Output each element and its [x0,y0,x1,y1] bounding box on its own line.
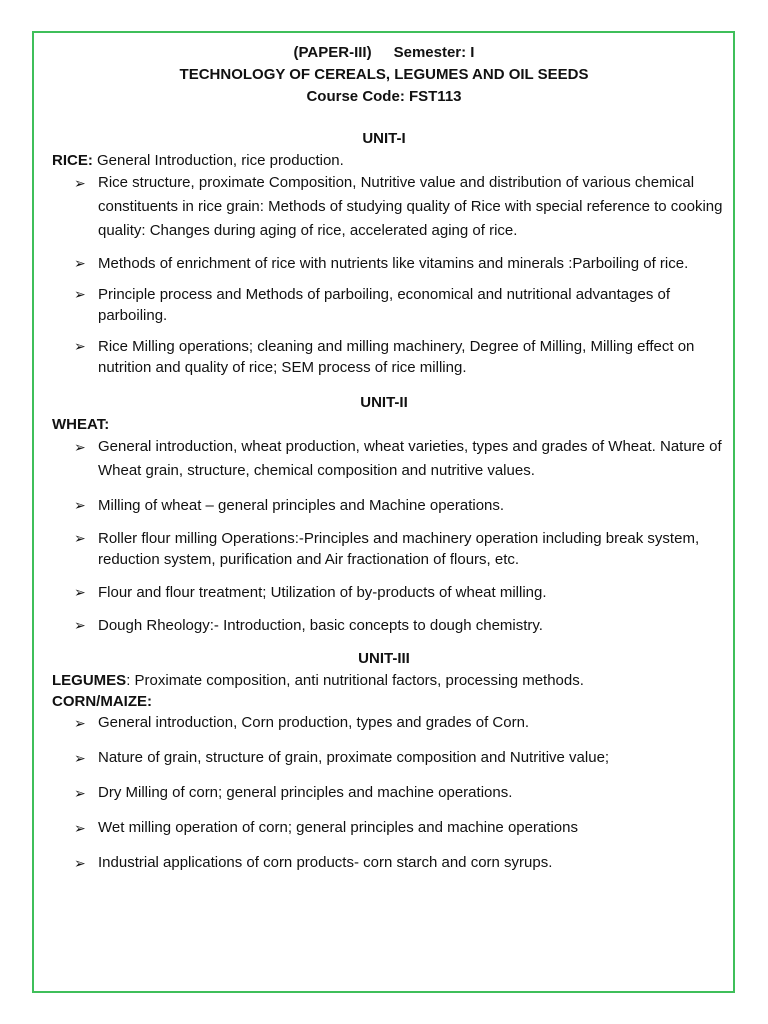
course-title: TECHNOLOGY OF CEREALS, LEGUMES AND OIL SEEDS [179,66,589,83]
list-item-text: Methods of enrichment of rice with nutrients like vitamins and minerals :Parboiling of rice. [98,255,689,272]
unit-3-list [52,712,728,874]
arrow-bullet-icon: ➢ [74,785,86,801]
wheat-label: WHEAT: [52,416,110,433]
list-item [52,171,728,243]
list-item [52,852,728,874]
unit-2-title: UNIT-II [360,394,408,411]
list-item-text: Wet milling operation of corn; general principles and machine operations [98,819,578,836]
list-item-text: Dry Milling of corn; general principles and machine operations. [98,784,513,801]
list-item-text: Roller flour milling Operations:-Principles and machinery operation including break system, reduction system, purification and Air fractionation of flours, etc. [98,530,700,568]
paper-semester-line [40,42,728,64]
list-item [52,582,728,603]
list-item-text: Rice structure, proximate Composition, Nutritive value and distribution of various chemical constituents in rice grain: Methods of studying quality of Rice with special reference to cooking quality: Changes during aging of rice, accelerated aging of rice. [98,174,723,239]
arrow-bullet-icon: ➢ [74,584,86,600]
rice-label: RICE: [52,152,93,169]
list-item [52,435,728,483]
semester-label: Semester: I [393,44,475,61]
legumes-text: : Proximate composition, anti nutritional factors, processing methods. [126,672,584,689]
list-item [52,495,728,516]
list-item [52,528,728,570]
legumes-line [52,670,728,691]
unit-1-title: UNIT-I [362,130,406,147]
list-item-text: Nature of grain, structure of grain, proximate composition and Nutritive value; [98,749,610,766]
list-item-text: Rice Milling operations; cleaning and milling machinery, Degree of Milling, Milling effect on nutrition and quality of rice; SEM process of rice milling. [98,338,695,376]
legumes-label: LEGUMES [52,672,127,689]
list-item-text: General introduction, Corn production, types and grades of Corn. [98,714,530,731]
list-item-text: Industrial applications of corn products- corn starch and corn syrups. [98,854,553,871]
list-item [52,817,728,839]
course-code: Course Code: FST113 [306,88,462,105]
list-item-text: Flour and flour treatment; Utilization of by-products of wheat milling. [98,584,547,601]
list-item [52,284,728,326]
list-item [52,712,728,734]
unit-3-title: UNIT-III [358,650,410,667]
arrow-bullet-icon: ➢ [74,750,86,766]
list-item [52,747,728,769]
arrow-bullet-icon: ➢ [74,617,86,633]
list-item [52,253,728,274]
syllabus-document [52,42,728,887]
arrow-bullet-icon: ➢ [74,255,86,271]
list-item [52,615,728,636]
arrow-bullet-icon: ➢ [74,530,86,546]
arrow-bullet-icon: ➢ [74,855,86,871]
list-item-text: Dough Rheology:- Introduction, basic concepts to dough chemistry. [98,617,543,634]
arrow-bullet-icon: ➢ [74,497,86,513]
list-item-text: Principle process and Methods of parboiling, economical and nutritional advantages of parboiling. [98,286,671,324]
arrow-bullet-icon: ➢ [74,175,86,191]
rice-topic-line [52,150,728,171]
arrow-bullet-icon: ➢ [74,338,86,354]
list-item [52,336,728,378]
list-item-text: General introduction, wheat production, wheat varieties, types and grades of Wheat. Nature of Wheat grain, structure, chemical composition and nutritive values. [98,438,722,479]
list-item-text: Milling of wheat – general principles and Machine operations. [98,497,505,514]
arrow-bullet-icon: ➢ [74,715,86,731]
list-item [52,782,728,804]
unit-1-list [52,171,728,378]
corn-maize-label: CORN/MAIZE: [52,693,152,710]
arrow-bullet-icon: ➢ [74,439,86,455]
arrow-bullet-icon: ➢ [74,286,86,302]
paper-label: (PAPER-III) [293,44,372,61]
rice-topic-text: General Introduction, rice production. [92,152,344,169]
unit-2-list [52,435,728,636]
arrow-bullet-icon: ➢ [74,820,86,836]
